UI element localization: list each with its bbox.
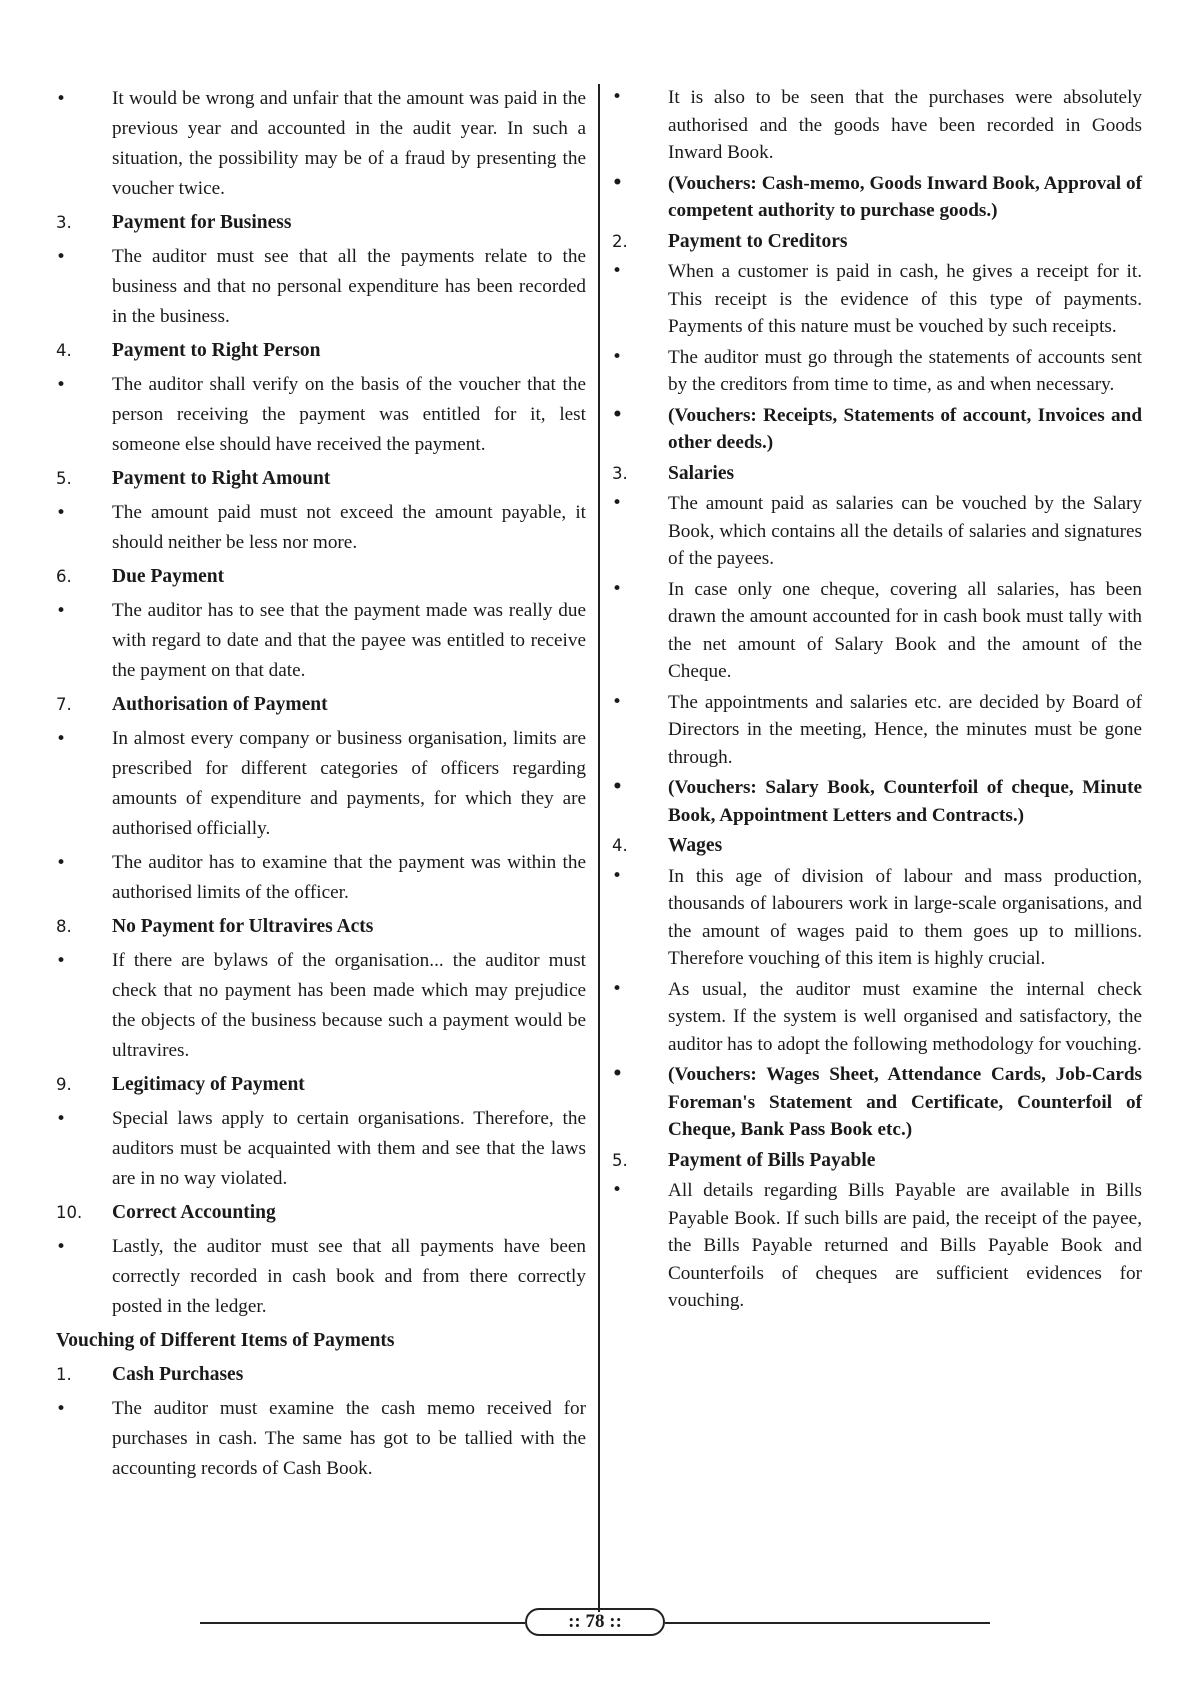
heading-number: 3. [612, 463, 628, 483]
numbered-heading [56, 690, 586, 720]
numbered-heading [56, 1198, 586, 1228]
bullet-item: • The auditor shall verify on the basis of the voucher that the person receiving the payment was entitled for it, lest someone else should have received the payment. [56, 370, 586, 460]
heading-number: 3. [56, 213, 72, 232]
heading-text: No Payment for Ultravires Acts [112, 916, 374, 937]
heading-number: 7. [56, 695, 72, 714]
heading-number: 5. [612, 1150, 628, 1170]
heading-number: 4. [612, 836, 628, 855]
heading-text: Payment to Right Amount [112, 468, 331, 489]
bullet-item: • The appointments and salaries etc. are decided by Board of Directors in the meeting, Hence, the minutes must be gone through. [612, 689, 1142, 772]
heading-text: Authorisation of Payment [112, 694, 328, 715]
section-heading: Vouching of Different Items of Payments [56, 1330, 395, 1351]
heading-number: 5. [56, 469, 72, 488]
vouchers-note: • (Vouchers: Cash-memo, Goods Inward Book, Approval of competent authority to purchase goods.) [612, 170, 1142, 225]
bullet-item: • Special laws apply to certain organisations. Therefore, the auditors must be acquainted with them and see that the laws are in no way violated. [56, 1104, 586, 1194]
heading-text: Correct Accounting [112, 1202, 276, 1223]
numbered-heading [612, 228, 1142, 256]
vouchers-note: • (Vouchers: Salary Book, Counterfoil of cheque, Minute Book, Appointment Letters and Contracts.) [612, 774, 1142, 829]
numbered-heading [56, 1070, 586, 1100]
bullet-item: • When a customer is paid in cash, he gives a receipt for it. This receipt is the evidence of this type of payments. Payments of this nature must be vouched by such receipts. [612, 258, 1142, 341]
numbered-heading [612, 832, 1142, 860]
vouchers-note: • (Vouchers: Receipts, Statements of account, Invoices and other deeds.) [612, 402, 1142, 457]
bullet-item: • In case only one cheque, covering all salaries, has been drawn the amount accounted for in cash book must tally with the net amount of Salary Book and the amount of the Cheque. [612, 576, 1142, 686]
heading-number: 4. [56, 341, 72, 360]
bullet-item: • The auditor has to see that the payment made was really due with regard to date and that the payee was entitled to receive the payment on that date. [56, 596, 586, 686]
bullet-item: • If there are bylaws of the organisation... the auditor must check that no payment has been made which may prejudice the objects of the business because such a payment would be ultravires. [56, 946, 586, 1066]
bullet-item: • It would be wrong and unfair that the amount was paid in the previous year and accounted in the audit year. In such a situation, the possibility may be of a fraud by presenting the voucher twice. [56, 84, 586, 204]
heading-text: Due Payment [112, 566, 225, 587]
vouchers-note: • (Vouchers: Wages Sheet, Attendance Cards, Job-Cards Foreman's Statement and Certificate, Counterfoil of Cheque, Bank Pass Book etc.) [612, 1061, 1142, 1144]
heading-number: 1. [56, 1365, 72, 1384]
numbered-heading [56, 562, 586, 592]
heading-text: Legitimacy of Payment [112, 1074, 305, 1095]
page-content [56, 84, 1146, 1604]
heading-number: 10. [56, 1203, 83, 1222]
page-footer [200, 1608, 990, 1638]
heading-number: 9. [56, 1075, 72, 1094]
numbered-heading [56, 912, 586, 942]
bullet-item: • The amount paid as salaries can be vouched by the Salary Book, which contains all the details of salaries and signatures of the payees. [612, 490, 1142, 573]
numbered-heading [56, 208, 586, 238]
column-divider [598, 84, 600, 1612]
numbered-heading [56, 1360, 586, 1390]
numbered-heading [612, 1147, 1142, 1175]
left-column [56, 84, 586, 1488]
bullet-item: • All details regarding Bills Payable are available in Bills Payable Book. If such bills are paid, the receipt of the payee, the Bills Payable returned and Bills Payable Book and Counterfoils of cheques are sufficient evidences for vouching. [612, 1177, 1142, 1315]
numbered-heading [56, 464, 586, 494]
bullet-item: • It is also to be seen that the purchases were absolutely authorised and the goods have been recorded in Goods Inward Book. [612, 84, 1142, 167]
footer-rule-right [665, 1622, 990, 1624]
bullet-item: • The amount paid must not exceed the amount payable, it should neither be less nor more. [56, 498, 586, 558]
bullet-item: • The auditor must examine the cash memo received for purchases in cash. The same has got to be tallied with the accounting records of Cash Book. [56, 1394, 586, 1484]
heading-number: 8. [56, 917, 72, 936]
heading-text: Payment of Bills Payable [668, 1149, 876, 1171]
bullet-item: • Lastly, the auditor must see that all payments have been correctly recorded in cash book and from there correctly posted in the ledger. [56, 1232, 586, 1322]
bullet-item: • In almost every company or business organisation, limits are prescribed for different categories of officers regarding amounts of expenditure and payments, for which they are authorised officially. [56, 724, 586, 844]
heading-text: Cash Purchases [112, 1364, 244, 1385]
numbered-heading [56, 336, 586, 366]
bullet-item: • The auditor must see that all the payments relate to the business and that no personal expenditure has been recorded in the business. [56, 242, 586, 332]
bullet-item: • In this age of division of labour and mass production, thousands of labourers work in large-scale organisations, and the amount of wages paid to them goes up to millions. Therefore vouching of this item is highly crucial. [612, 863, 1142, 973]
numbered-heading [612, 460, 1142, 488]
right-column [612, 84, 1142, 1318]
bullet-item: • The auditor has to examine that the payment was within the authorised limits of the officer. [56, 848, 586, 908]
page-number: :: 78 :: [525, 1608, 665, 1636]
heading-text: Payment to Creditors [668, 230, 848, 252]
footer-rule-left [200, 1622, 525, 1624]
heading-text: Wages [668, 835, 723, 856]
heading-number: 2. [612, 231, 628, 251]
heading-text: Payment to Right Person [112, 340, 321, 361]
heading-text: Salaries [668, 462, 735, 484]
heading-text: Payment for Business [112, 212, 292, 233]
bullet-item: • The auditor must go through the statements of accounts sent by the creditors from time to time, as and when necessary. [612, 344, 1142, 399]
heading-number: 6. [56, 567, 72, 586]
bullet-item: • As usual, the auditor must examine the internal check system. If the system is well organised and satisfactory, the auditor has to adopt the following methodology for vouching. [612, 976, 1142, 1059]
